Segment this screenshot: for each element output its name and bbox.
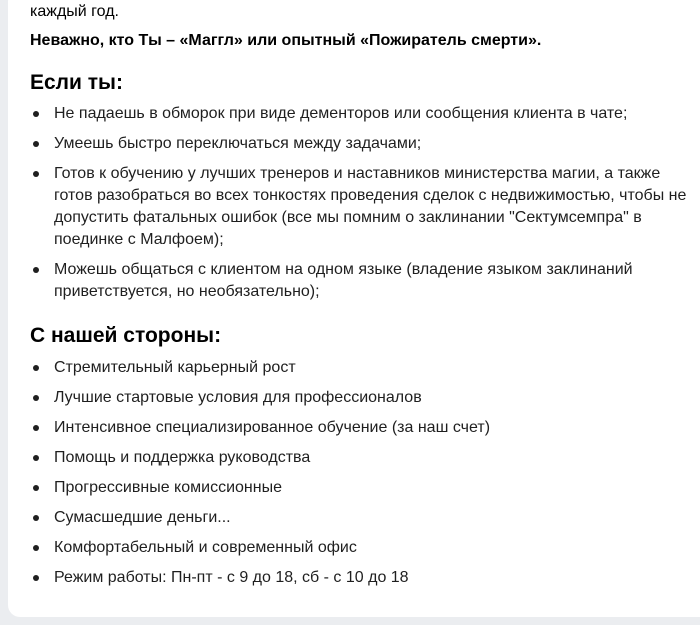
list-item-text: Готов к обучению у лучших тренеров и наставников министерства магии, а также готов разобраться во всех тонкостях проведения сделок с недвижимостью, чтобы не допустить фатальных ошибок (все мы помним о заклинании "Сектумсемпра" в поединке с Малфоем); (54, 165, 687, 248)
intro-text: каждый год. (30, 3, 119, 20)
offers-list (30, 357, 690, 597)
list-item-text: Стремительный карьерный рост (54, 359, 296, 376)
bullet-icon (33, 365, 39, 371)
list-item (30, 103, 690, 125)
list-item-text: Комфортабельный и современный офис (54, 539, 357, 556)
list-item (30, 417, 690, 439)
list-item-text: Интенсивное специализированное обучение (за наш счет) (54, 419, 491, 436)
bullet-icon (33, 141, 39, 147)
list-item (30, 567, 690, 589)
list-item-text: Режим работы: Пн-пт - с 9 до 18, сб - с 10 до 18 (54, 569, 409, 586)
list-item (30, 477, 690, 499)
bullet-icon (33, 171, 39, 177)
bullet-icon (33, 267, 39, 273)
list-item (30, 447, 690, 469)
list-item-text: Сумасшедшие деньги... (54, 509, 231, 526)
bullet-icon (33, 515, 39, 521)
bullet-icon (33, 575, 39, 581)
bullet-icon (33, 485, 39, 491)
list-item (30, 259, 690, 303)
list-item-text: Умеешь быстро переключаться между задачами; (54, 135, 422, 152)
list-item-text: Не падаешь в обморок при виде дементоров или сообщения клиента в чате; (54, 105, 628, 122)
list-item (30, 163, 690, 251)
requirements-heading: Если ты: (30, 71, 123, 94)
list-item-text: Лучшие стартовые условия для профессионалов (54, 389, 422, 406)
bullet-icon (33, 395, 39, 401)
list-item-text: Можешь общаться с клиентом на одном языке (владение языком заклинаний приветствуется, но необязательно); (54, 261, 633, 300)
list-item (30, 133, 690, 155)
job-post-card (8, 0, 700, 617)
bullet-icon (33, 425, 39, 431)
list-item (30, 387, 690, 409)
list-item (30, 507, 690, 529)
bullet-icon (33, 455, 39, 461)
bullet-icon (33, 545, 39, 551)
offers-heading: С нашей стороны: (30, 324, 222, 347)
requirements-list (30, 103, 690, 311)
list-item (30, 537, 690, 559)
bullet-icon (33, 111, 39, 117)
list-item-text: Помощь и поддержка руководства (54, 449, 311, 466)
list-item (30, 357, 690, 379)
list-item-text: Прогрессивные комиссионные (54, 479, 282, 496)
intro-bold-text: Неважно, кто Ты – «Маггл» или опытный «Пожиратель смерти». (30, 32, 542, 49)
